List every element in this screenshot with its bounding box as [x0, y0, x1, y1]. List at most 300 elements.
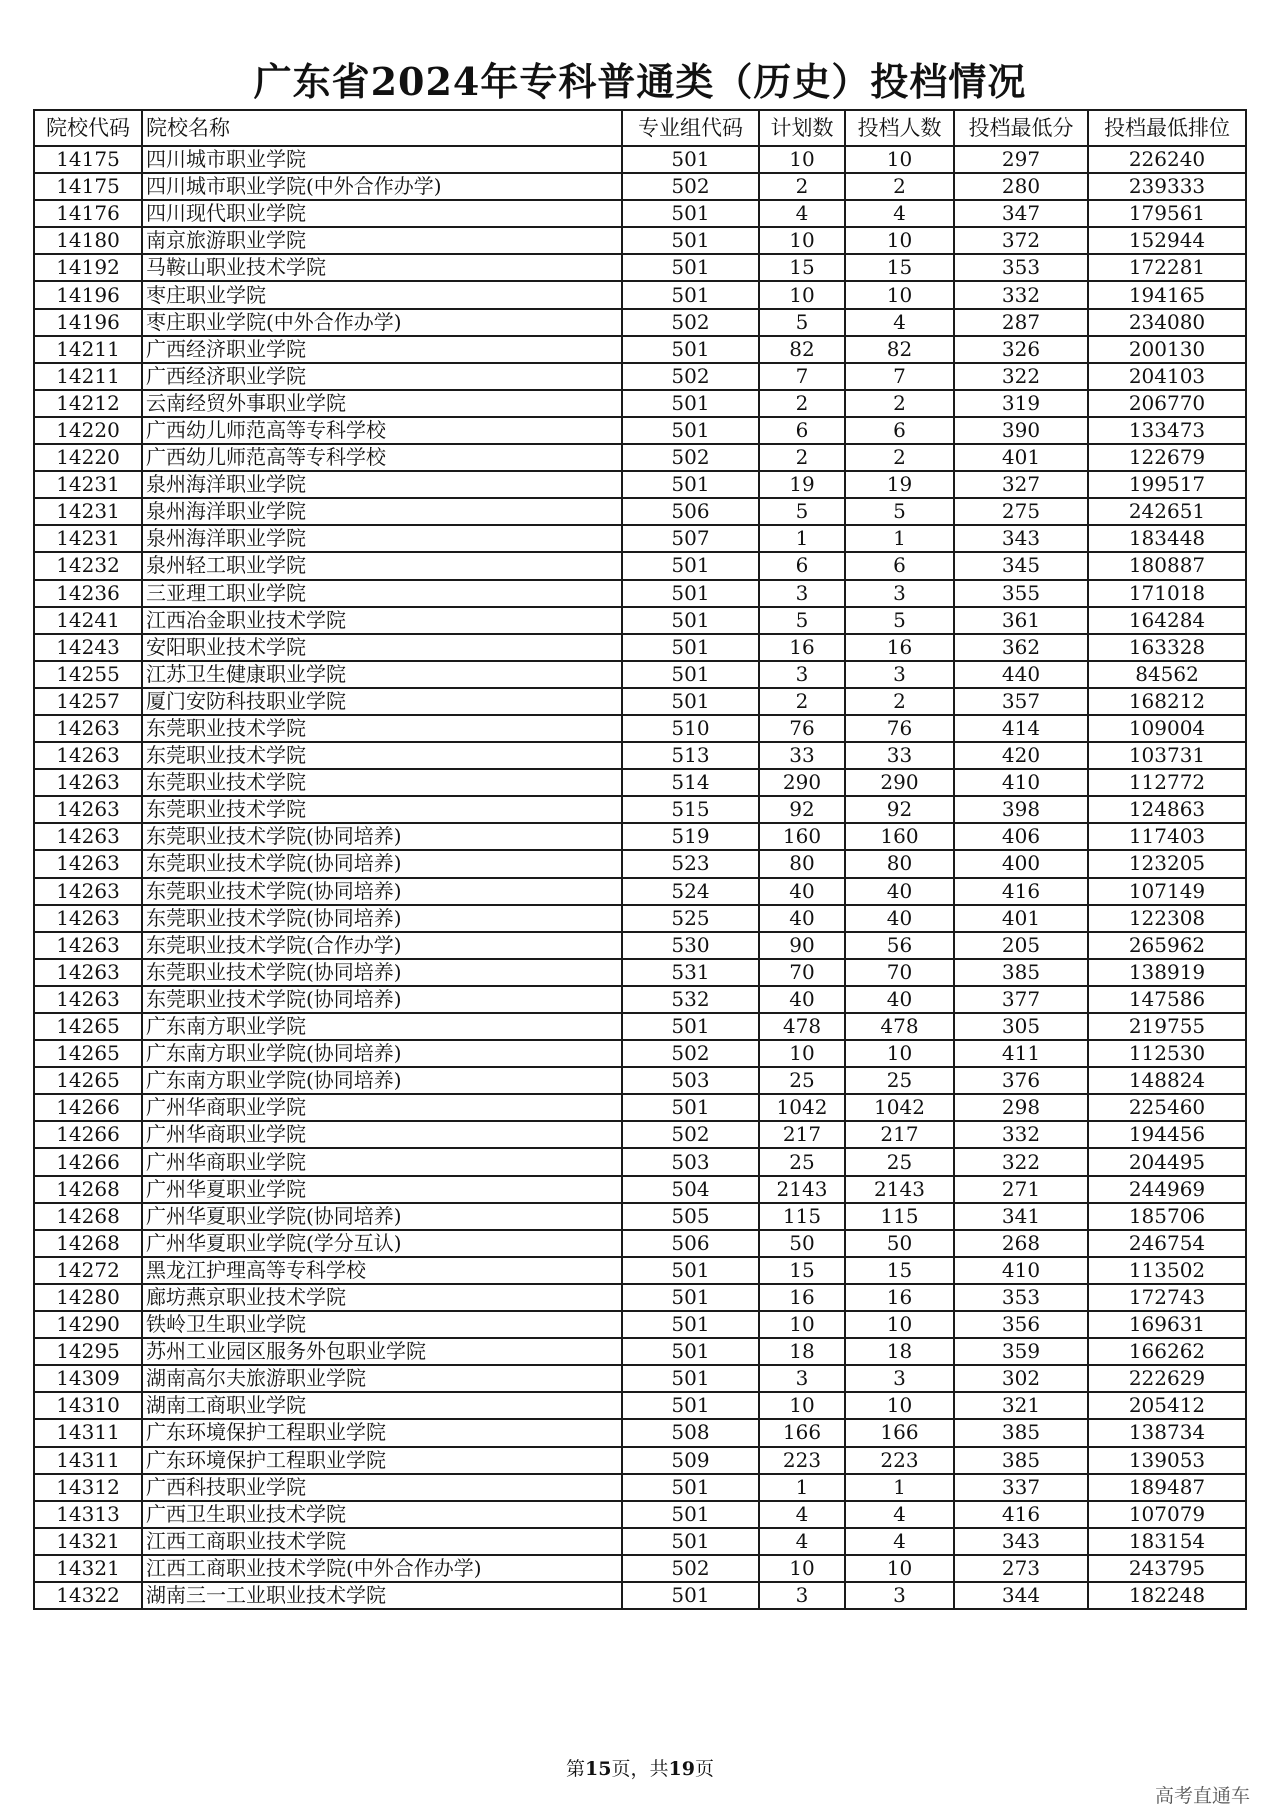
school-name-cell: 广西科技职业学院	[142, 1474, 622, 1501]
group-code-cell: 523	[622, 850, 759, 877]
min-rank-cell: 183154	[1088, 1528, 1246, 1555]
min-score-cell: 390	[954, 417, 1088, 444]
table-row	[34, 1474, 1246, 1501]
min-rank-cell: 180887	[1088, 552, 1246, 579]
group-code-cell: 510	[622, 715, 759, 742]
min-rank-cell: 206770	[1088, 390, 1246, 417]
admitted-count-cell: 6	[845, 417, 954, 444]
plan-count-cell: 223	[759, 1447, 845, 1474]
min-score-cell: 362	[954, 634, 1088, 661]
admitted-count-cell: 3	[845, 1365, 954, 1392]
plan-count-cell: 80	[759, 850, 845, 877]
school-name-cell: 广州华商职业学院	[142, 1094, 622, 1121]
admitted-count-cell: 1042	[845, 1094, 954, 1121]
group-code-cell: 501	[622, 1474, 759, 1501]
min-score-cell: 411	[954, 1040, 1088, 1067]
admitted-count-cell: 2	[845, 173, 954, 200]
school-code-cell: 14220	[34, 444, 142, 471]
plan-count-cell: 40	[759, 878, 845, 905]
admitted-count-cell: 1	[845, 525, 954, 552]
school-name-cell: 广西经济职业学院	[142, 363, 622, 390]
column-header-school-code: 院校代码	[34, 110, 142, 146]
school-name-cell: 东莞职业技术学院	[142, 742, 622, 769]
table-row	[34, 688, 1246, 715]
plan-count-cell: 3	[759, 580, 845, 607]
school-name-cell: 江西冶金职业技术学院	[142, 607, 622, 634]
school-name-cell: 四川城市职业学院	[142, 146, 622, 173]
group-code-cell: 501	[622, 281, 759, 308]
admitted-count-cell: 217	[845, 1121, 954, 1148]
school-code-cell: 14263	[34, 742, 142, 769]
table-row	[34, 1528, 1246, 1555]
table-row	[34, 661, 1246, 688]
plan-count-cell: 3	[759, 1365, 845, 1392]
plan-count-cell: 40	[759, 905, 845, 932]
school-code-cell: 14263	[34, 715, 142, 742]
min-score-cell: 410	[954, 769, 1088, 796]
school-name-cell: 湖南工商职业学院	[142, 1392, 622, 1419]
admitted-count-cell: 3	[845, 1582, 954, 1609]
school-code-cell: 14268	[34, 1203, 142, 1230]
table-row	[34, 309, 1246, 336]
group-code-cell: 501	[622, 1094, 759, 1121]
school-code-cell: 14266	[34, 1148, 142, 1175]
plan-count-cell: 115	[759, 1203, 845, 1230]
min-rank-cell: 112772	[1088, 769, 1246, 796]
admitted-count-cell: 166	[845, 1419, 954, 1446]
footer-suffix: 页	[694, 1758, 714, 1780]
group-code-cell: 502	[622, 1121, 759, 1148]
school-name-cell: 广东南方职业学院	[142, 1013, 622, 1040]
school-name-cell: 广东环境保护工程职业学院	[142, 1419, 622, 1446]
min-score-cell: 347	[954, 200, 1088, 227]
group-code-cell: 502	[622, 309, 759, 336]
plan-count-cell: 3	[759, 661, 845, 688]
table-row	[34, 1582, 1246, 1609]
plan-count-cell: 1042	[759, 1094, 845, 1121]
school-name-cell: 广西幼儿师范高等专科学校	[142, 417, 622, 444]
min-score-cell: 398	[954, 796, 1088, 823]
min-rank-cell: 124863	[1088, 796, 1246, 823]
min-rank-cell: 205412	[1088, 1392, 1246, 1419]
school-code-cell: 14255	[34, 661, 142, 688]
plan-count-cell: 160	[759, 823, 845, 850]
plan-count-cell: 5	[759, 498, 845, 525]
school-name-cell: 湖南高尔夫旅游职业学院	[142, 1365, 622, 1392]
school-code-cell: 14220	[34, 417, 142, 444]
min-score-cell: 275	[954, 498, 1088, 525]
admitted-count-cell: 10	[845, 146, 954, 173]
admitted-count-cell: 33	[845, 742, 954, 769]
table-row	[34, 986, 1246, 1013]
school-name-cell: 安阳职业技术学院	[142, 634, 622, 661]
min-rank-cell: 84562	[1088, 661, 1246, 688]
group-code-cell: 531	[622, 959, 759, 986]
school-name-cell: 廊坊燕京职业技术学院	[142, 1284, 622, 1311]
table-row	[34, 552, 1246, 579]
min-rank-cell: 179561	[1088, 200, 1246, 227]
plan-count-cell: 2	[759, 444, 845, 471]
school-code-cell: 14265	[34, 1067, 142, 1094]
school-code-cell: 14212	[34, 390, 142, 417]
group-code-cell: 501	[622, 1582, 759, 1609]
school-name-cell: 泉州海洋职业学院	[142, 498, 622, 525]
table-row	[34, 363, 1246, 390]
admitted-count-cell: 7	[845, 363, 954, 390]
admitted-count-cell: 80	[845, 850, 954, 877]
admitted-count-cell: 16	[845, 1284, 954, 1311]
school-name-cell: 江西工商职业技术学院(中外合作办学)	[142, 1555, 622, 1582]
school-code-cell: 14243	[34, 634, 142, 661]
school-name-cell: 枣庄职业学院	[142, 281, 622, 308]
min-score-cell: 268	[954, 1230, 1088, 1257]
min-rank-cell: 166262	[1088, 1338, 1246, 1365]
min-rank-cell: 172281	[1088, 254, 1246, 281]
group-code-cell: 501	[622, 1501, 759, 1528]
min-rank-cell: 138919	[1088, 959, 1246, 986]
min-rank-cell: 169631	[1088, 1311, 1246, 1338]
school-name-cell: 广西卫生职业技术学院	[142, 1501, 622, 1528]
table-row	[34, 1501, 1246, 1528]
min-score-cell: 401	[954, 444, 1088, 471]
column-header-min-score: 投档最低分	[954, 110, 1088, 146]
plan-count-cell: 5	[759, 309, 845, 336]
school-code-cell: 14321	[34, 1555, 142, 1582]
group-code-cell: 501	[622, 1365, 759, 1392]
school-name-cell: 枣庄职业学院(中外合作办学)	[142, 309, 622, 336]
school-code-cell: 14272	[34, 1257, 142, 1284]
school-name-cell: 广州华夏职业学院(学分互认)	[142, 1230, 622, 1257]
footer-total-pages: 19	[668, 1758, 695, 1780]
min-rank-cell: 164284	[1088, 607, 1246, 634]
admitted-count-cell: 50	[845, 1230, 954, 1257]
column-header-group-code: 专业组代码	[622, 110, 759, 146]
admitted-count-cell: 2143	[845, 1176, 954, 1203]
min-score-cell: 385	[954, 1419, 1088, 1446]
admitted-count-cell: 76	[845, 715, 954, 742]
school-name-cell: 四川城市职业学院(中外合作办学)	[142, 173, 622, 200]
school-code-cell: 14236	[34, 580, 142, 607]
school-code-cell: 14321	[34, 1528, 142, 1555]
school-code-cell: 14265	[34, 1013, 142, 1040]
admitted-count-cell: 4	[845, 200, 954, 227]
group-code-cell: 501	[622, 1338, 759, 1365]
group-code-cell: 505	[622, 1203, 759, 1230]
group-code-cell: 501	[622, 200, 759, 227]
school-code-cell: 14263	[34, 796, 142, 823]
min-score-cell: 271	[954, 1176, 1088, 1203]
min-rank-cell: 265962	[1088, 932, 1246, 959]
min-score-cell: 410	[954, 1257, 1088, 1284]
school-code-cell: 14257	[34, 688, 142, 715]
school-name-cell: 东莞职业技术学院	[142, 715, 622, 742]
school-name-cell: 东莞职业技术学院	[142, 796, 622, 823]
school-code-cell: 14311	[34, 1447, 142, 1474]
table-row	[34, 742, 1246, 769]
admitted-count-cell: 56	[845, 932, 954, 959]
plan-count-cell: 217	[759, 1121, 845, 1148]
school-name-cell: 东莞职业技术学院(协同培养)	[142, 986, 622, 1013]
group-code-cell: 502	[622, 444, 759, 471]
admitted-count-cell: 3	[845, 661, 954, 688]
min-score-cell: 361	[954, 607, 1088, 634]
school-name-cell: 广西幼儿师范高等专科学校	[142, 444, 622, 471]
min-rank-cell: 122308	[1088, 905, 1246, 932]
footer-prefix: 第	[566, 1758, 586, 1780]
plan-count-cell: 10	[759, 281, 845, 308]
school-code-cell: 14196	[34, 281, 142, 308]
min-score-cell: 440	[954, 661, 1088, 688]
school-name-cell: 云南经贸外事职业学院	[142, 390, 622, 417]
plan-count-cell: 50	[759, 1230, 845, 1257]
school-name-cell: 东莞职业技术学院(合作办学)	[142, 932, 622, 959]
admitted-count-cell: 40	[845, 986, 954, 1013]
group-code-cell: 501	[622, 634, 759, 661]
plan-count-cell: 82	[759, 336, 845, 363]
table-row	[34, 200, 1246, 227]
min-rank-cell: 182248	[1088, 1582, 1246, 1609]
plan-count-cell: 25	[759, 1148, 845, 1175]
admitted-count-cell: 25	[845, 1148, 954, 1175]
min-rank-cell: 204495	[1088, 1148, 1246, 1175]
school-code-cell: 14295	[34, 1338, 142, 1365]
school-code-cell: 14263	[34, 878, 142, 905]
school-name-cell: 广西经济职业学院	[142, 336, 622, 363]
min-score-cell: 400	[954, 850, 1088, 877]
plan-count-cell: 2	[759, 688, 845, 715]
plan-count-cell: 10	[759, 1311, 845, 1338]
group-code-cell: 524	[622, 878, 759, 905]
admitted-count-cell: 1	[845, 1474, 954, 1501]
group-code-cell: 515	[622, 796, 759, 823]
group-code-cell: 506	[622, 1230, 759, 1257]
table-row	[34, 1230, 1246, 1257]
footer-middle: 页，共	[611, 1758, 669, 1780]
admitted-count-cell: 290	[845, 769, 954, 796]
school-code-cell: 14311	[34, 1419, 142, 1446]
group-code-cell: 507	[622, 525, 759, 552]
school-name-cell: 铁岭卫生职业学院	[142, 1311, 622, 1338]
admitted-count-cell: 70	[845, 959, 954, 986]
min-rank-cell: 138734	[1088, 1419, 1246, 1446]
min-score-cell: 376	[954, 1067, 1088, 1094]
min-score-cell: 353	[954, 254, 1088, 281]
table-row	[34, 878, 1246, 905]
page-footer	[0, 1754, 1280, 1781]
table-row	[34, 281, 1246, 308]
min-score-cell: 305	[954, 1013, 1088, 1040]
school-code-cell: 14263	[34, 850, 142, 877]
min-score-cell: 343	[954, 525, 1088, 552]
min-rank-cell: 168212	[1088, 688, 1246, 715]
school-code-cell: 14312	[34, 1474, 142, 1501]
group-code-cell: 508	[622, 1419, 759, 1446]
school-name-cell: 三亚理工职业学院	[142, 580, 622, 607]
admitted-count-cell: 10	[845, 1392, 954, 1419]
min-rank-cell: 234080	[1088, 309, 1246, 336]
min-rank-cell: 185706	[1088, 1203, 1246, 1230]
table-row	[34, 715, 1246, 742]
table-row	[34, 905, 1246, 932]
table-row	[34, 1365, 1246, 1392]
table-row	[34, 525, 1246, 552]
group-code-cell: 503	[622, 1148, 759, 1175]
min-score-cell: 332	[954, 281, 1088, 308]
min-rank-cell: 109004	[1088, 715, 1246, 742]
admitted-count-cell: 19	[845, 471, 954, 498]
min-rank-cell: 243795	[1088, 1555, 1246, 1582]
table-row	[34, 769, 1246, 796]
admitted-count-cell: 82	[845, 336, 954, 363]
table-row	[34, 498, 1246, 525]
admitted-count-cell: 160	[845, 823, 954, 850]
table-row	[34, 850, 1246, 877]
group-code-cell: 501	[622, 254, 759, 281]
min-rank-cell: 239333	[1088, 173, 1246, 200]
table-row	[34, 1176, 1246, 1203]
plan-count-cell: 2143	[759, 1176, 845, 1203]
group-code-cell: 501	[622, 1311, 759, 1338]
group-code-cell: 501	[622, 1257, 759, 1284]
min-score-cell: 337	[954, 1474, 1088, 1501]
table-row	[34, 1121, 1246, 1148]
group-code-cell: 519	[622, 823, 759, 850]
group-code-cell: 501	[622, 1284, 759, 1311]
plan-count-cell: 10	[759, 1392, 845, 1419]
school-code-cell: 14263	[34, 905, 142, 932]
min-score-cell: 385	[954, 1447, 1088, 1474]
school-name-cell: 湖南三一工业职业技术学院	[142, 1582, 622, 1609]
table-body	[34, 146, 1246, 1609]
min-score-cell: 302	[954, 1365, 1088, 1392]
table-row	[34, 1013, 1246, 1040]
group-code-cell: 501	[622, 471, 759, 498]
group-code-cell: 501	[622, 552, 759, 579]
school-code-cell: 14231	[34, 525, 142, 552]
min-score-cell: 322	[954, 363, 1088, 390]
group-code-cell: 503	[622, 1067, 759, 1094]
min-score-cell: 319	[954, 390, 1088, 417]
min-rank-cell: 242651	[1088, 498, 1246, 525]
brand-mark: 高考直通车	[1154, 1785, 1250, 1807]
school-name-cell: 南京旅游职业学院	[142, 227, 622, 254]
admitted-count-cell: 40	[845, 905, 954, 932]
school-name-cell: 泉州轻工职业学院	[142, 552, 622, 579]
plan-count-cell: 25	[759, 1067, 845, 1094]
group-code-cell: 532	[622, 986, 759, 1013]
school-name-cell: 广州华商职业学院	[142, 1148, 622, 1175]
school-code-cell: 14266	[34, 1121, 142, 1148]
column-header-school-name: 院校名称	[142, 110, 622, 146]
school-code-cell: 14175	[34, 146, 142, 173]
min-score-cell: 416	[954, 1501, 1088, 1528]
school-code-cell: 14263	[34, 823, 142, 850]
plan-count-cell: 15	[759, 254, 845, 281]
plan-count-cell: 33	[759, 742, 845, 769]
school-name-cell: 苏州工业园区服务外包职业学院	[142, 1338, 622, 1365]
admitted-count-cell: 25	[845, 1067, 954, 1094]
min-score-cell: 321	[954, 1392, 1088, 1419]
table-row	[34, 471, 1246, 498]
group-code-cell: 506	[622, 498, 759, 525]
plan-count-cell: 2	[759, 390, 845, 417]
min-score-cell: 359	[954, 1338, 1088, 1365]
min-rank-cell: 225460	[1088, 1094, 1246, 1121]
school-code-cell: 14266	[34, 1094, 142, 1121]
group-code-cell: 501	[622, 336, 759, 363]
min-score-cell: 332	[954, 1121, 1088, 1148]
table-row	[34, 580, 1246, 607]
school-name-cell: 广州华夏职业学院(协同培养)	[142, 1203, 622, 1230]
table-row	[34, 1555, 1246, 1582]
admitted-count-cell: 6	[845, 552, 954, 579]
admitted-count-cell: 3	[845, 580, 954, 607]
page-title: 广东省2024年专科普通类（历史）投档情况	[253, 59, 1027, 104]
table-row	[34, 254, 1246, 281]
plan-count-cell: 4	[759, 1501, 845, 1528]
min-rank-cell: 107149	[1088, 878, 1246, 905]
group-code-cell: 509	[622, 1447, 759, 1474]
min-score-cell: 406	[954, 823, 1088, 850]
min-rank-cell: 222629	[1088, 1365, 1246, 1392]
min-score-cell: 357	[954, 688, 1088, 715]
plan-count-cell: 10	[759, 227, 845, 254]
plan-count-cell: 7	[759, 363, 845, 390]
school-name-cell: 东莞职业技术学院(协同培养)	[142, 823, 622, 850]
min-rank-cell: 246754	[1088, 1230, 1246, 1257]
school-code-cell: 14180	[34, 227, 142, 254]
plan-count-cell: 4	[759, 1528, 845, 1555]
min-score-cell: 344	[954, 1582, 1088, 1609]
min-score-cell: 297	[954, 146, 1088, 173]
admitted-count-cell: 15	[845, 1257, 954, 1284]
group-code-cell: 502	[622, 173, 759, 200]
table-row	[34, 932, 1246, 959]
school-name-cell: 东莞职业技术学院(协同培养)	[142, 878, 622, 905]
group-code-cell: 501	[622, 607, 759, 634]
table-row	[34, 390, 1246, 417]
plan-count-cell: 1	[759, 1474, 845, 1501]
admitted-count-cell: 5	[845, 498, 954, 525]
group-code-cell: 502	[622, 1040, 759, 1067]
plan-count-cell: 166	[759, 1419, 845, 1446]
table-row	[34, 1392, 1246, 1419]
plan-count-cell: 2	[759, 173, 845, 200]
group-code-cell: 501	[622, 580, 759, 607]
group-code-cell: 501	[622, 1392, 759, 1419]
school-name-cell: 东莞职业技术学院(协同培养)	[142, 850, 622, 877]
school-code-cell: 14241	[34, 607, 142, 634]
admitted-count-cell: 5	[845, 607, 954, 634]
admitted-count-cell: 10	[845, 227, 954, 254]
school-name-cell: 黑龙江护理高等专科学校	[142, 1257, 622, 1284]
school-name-cell: 广东南方职业学院(协同培养)	[142, 1067, 622, 1094]
school-name-cell: 东莞职业技术学院	[142, 769, 622, 796]
min-score-cell: 205	[954, 932, 1088, 959]
min-score-cell: 298	[954, 1094, 1088, 1121]
school-name-cell: 广州华商职业学院	[142, 1121, 622, 1148]
school-name-cell: 马鞍山职业技术学院	[142, 254, 622, 281]
school-code-cell: 14309	[34, 1365, 142, 1392]
min-rank-cell: 117403	[1088, 823, 1246, 850]
min-rank-cell: 103731	[1088, 742, 1246, 769]
min-rank-cell: 133473	[1088, 417, 1246, 444]
group-code-cell: 514	[622, 769, 759, 796]
plan-count-cell: 10	[759, 146, 845, 173]
min-score-cell: 377	[954, 986, 1088, 1013]
school-code-cell: 14196	[34, 309, 142, 336]
group-code-cell: 513	[622, 742, 759, 769]
